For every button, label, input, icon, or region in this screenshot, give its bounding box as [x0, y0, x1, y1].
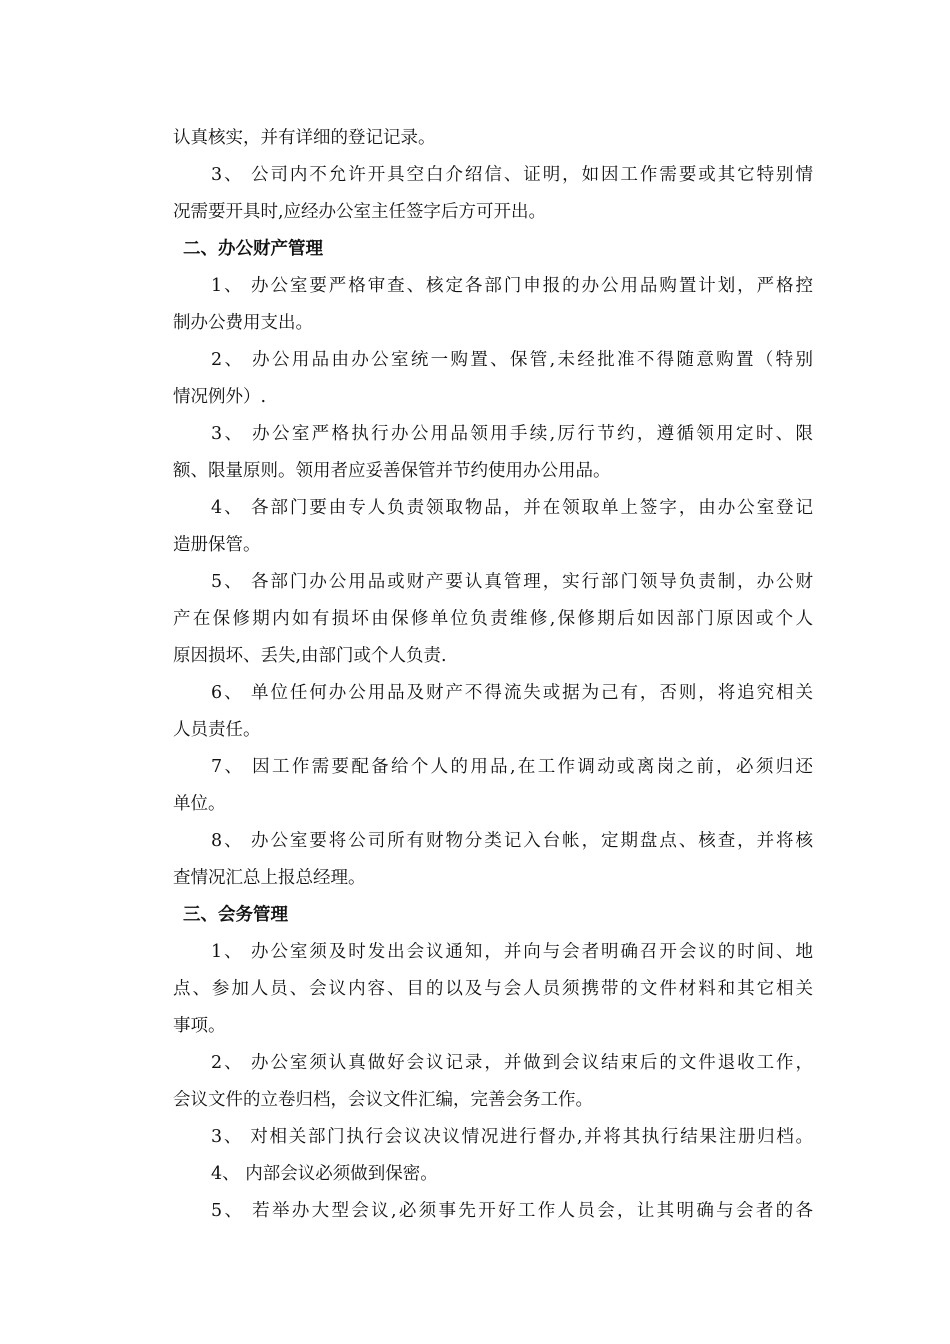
paragraph-first-line: 5、 各部门办公用品或财产要认真管理，实行部门领导负责制，办公财 [211, 572, 813, 592]
paragraph-line: 点、参加人员、会议内容、目的以及与会人员须携带的文件材料和其它相关 [173, 979, 813, 999]
paragraph-line: 造册保管。 [173, 535, 261, 555]
paragraph-line: 制办公费用支出。 [173, 313, 313, 333]
document-body [173, 120, 813, 1230]
paragraph-line: 会议文件的立卷归档，会议文件汇编，完善会务工作。 [173, 1090, 593, 1110]
paragraph-first-line: 2、 办公室须认真做好会议记录，并做到会议结束后的文件退收工作， [211, 1053, 813, 1073]
paragraph-first-line: 4、 内部会议必须做到保密。 [211, 1164, 438, 1184]
paragraph-first-line: 1、 办公室要严格审查、核定各部门申报的办公用品购置计划，严格控 [211, 276, 813, 296]
paragraph-first-line: 5、 若举办大型会议,必须事先开好工作人员会，让其明确与会者的各 [211, 1201, 813, 1221]
paragraph-line: 情况例外）. [173, 387, 267, 407]
paragraph-first-line: 8、 办公室要将公司所有财物分类记入台帐，定期盘点、核查，并将核 [211, 831, 813, 851]
paragraph-first-line: 1、 办公室须及时发出会议通知，并向与会者明确召开会议的时间、地 [211, 942, 813, 962]
paragraph-first-line: 4、 各部门要由专人负责领取物品，并在领取单上签字，由办公室登记 [211, 498, 813, 518]
paragraph-line: 单位。 [173, 794, 226, 814]
paragraph-line: 产在保修期内如有损坏由保修单位负责维修,保修期后如因部门原因或个人 [173, 609, 813, 629]
section-heading: 二、办公财产管理 [183, 239, 323, 259]
paragraph-line: 事项。 [173, 1016, 226, 1036]
paragraph-line: 原因损坏、丢失,由部门或个人负责. [173, 646, 447, 666]
paragraph-first-line: 3、 对相关部门执行会议决议情况进行督办,并将其执行结果注册归档。 [211, 1127, 813, 1147]
paragraph-line: 况需要开具时,应经办公室主任签字后方可开出。 [173, 202, 547, 222]
paragraph-line: 人员责任。 [173, 720, 261, 740]
paragraph-line: 查情况汇总上报总经理。 [173, 868, 366, 888]
paragraph-first-line: 2、 办公用品由办公室统一购置、保管,未经批准不得随意购置（特别 [211, 350, 813, 370]
paragraph-line: 额、限量原则。领用者应妥善保管并节约使用办公用品。 [173, 461, 611, 481]
section-heading: 三、会务管理 [183, 905, 288, 925]
paragraph-first-line: 6、 单位任何办公用品及财产不得流失或据为己有，否则，将追究相关 [211, 683, 813, 703]
paragraph-first-line: 3、 办公室严格执行办公用品领用手续,厉行节约，遵循领用定时、限 [211, 424, 813, 444]
paragraph-first-line: 7、 因工作需要配备给个人的用品,在工作调动或离岗之前，必须归还 [211, 757, 813, 777]
paragraph-line: 认真核实，并有详细的登记记录。 [173, 128, 436, 148]
paragraph-first-line: 3、 公司内不允许开具空白介绍信、证明，如因工作需要或其它特别情 [211, 165, 813, 185]
